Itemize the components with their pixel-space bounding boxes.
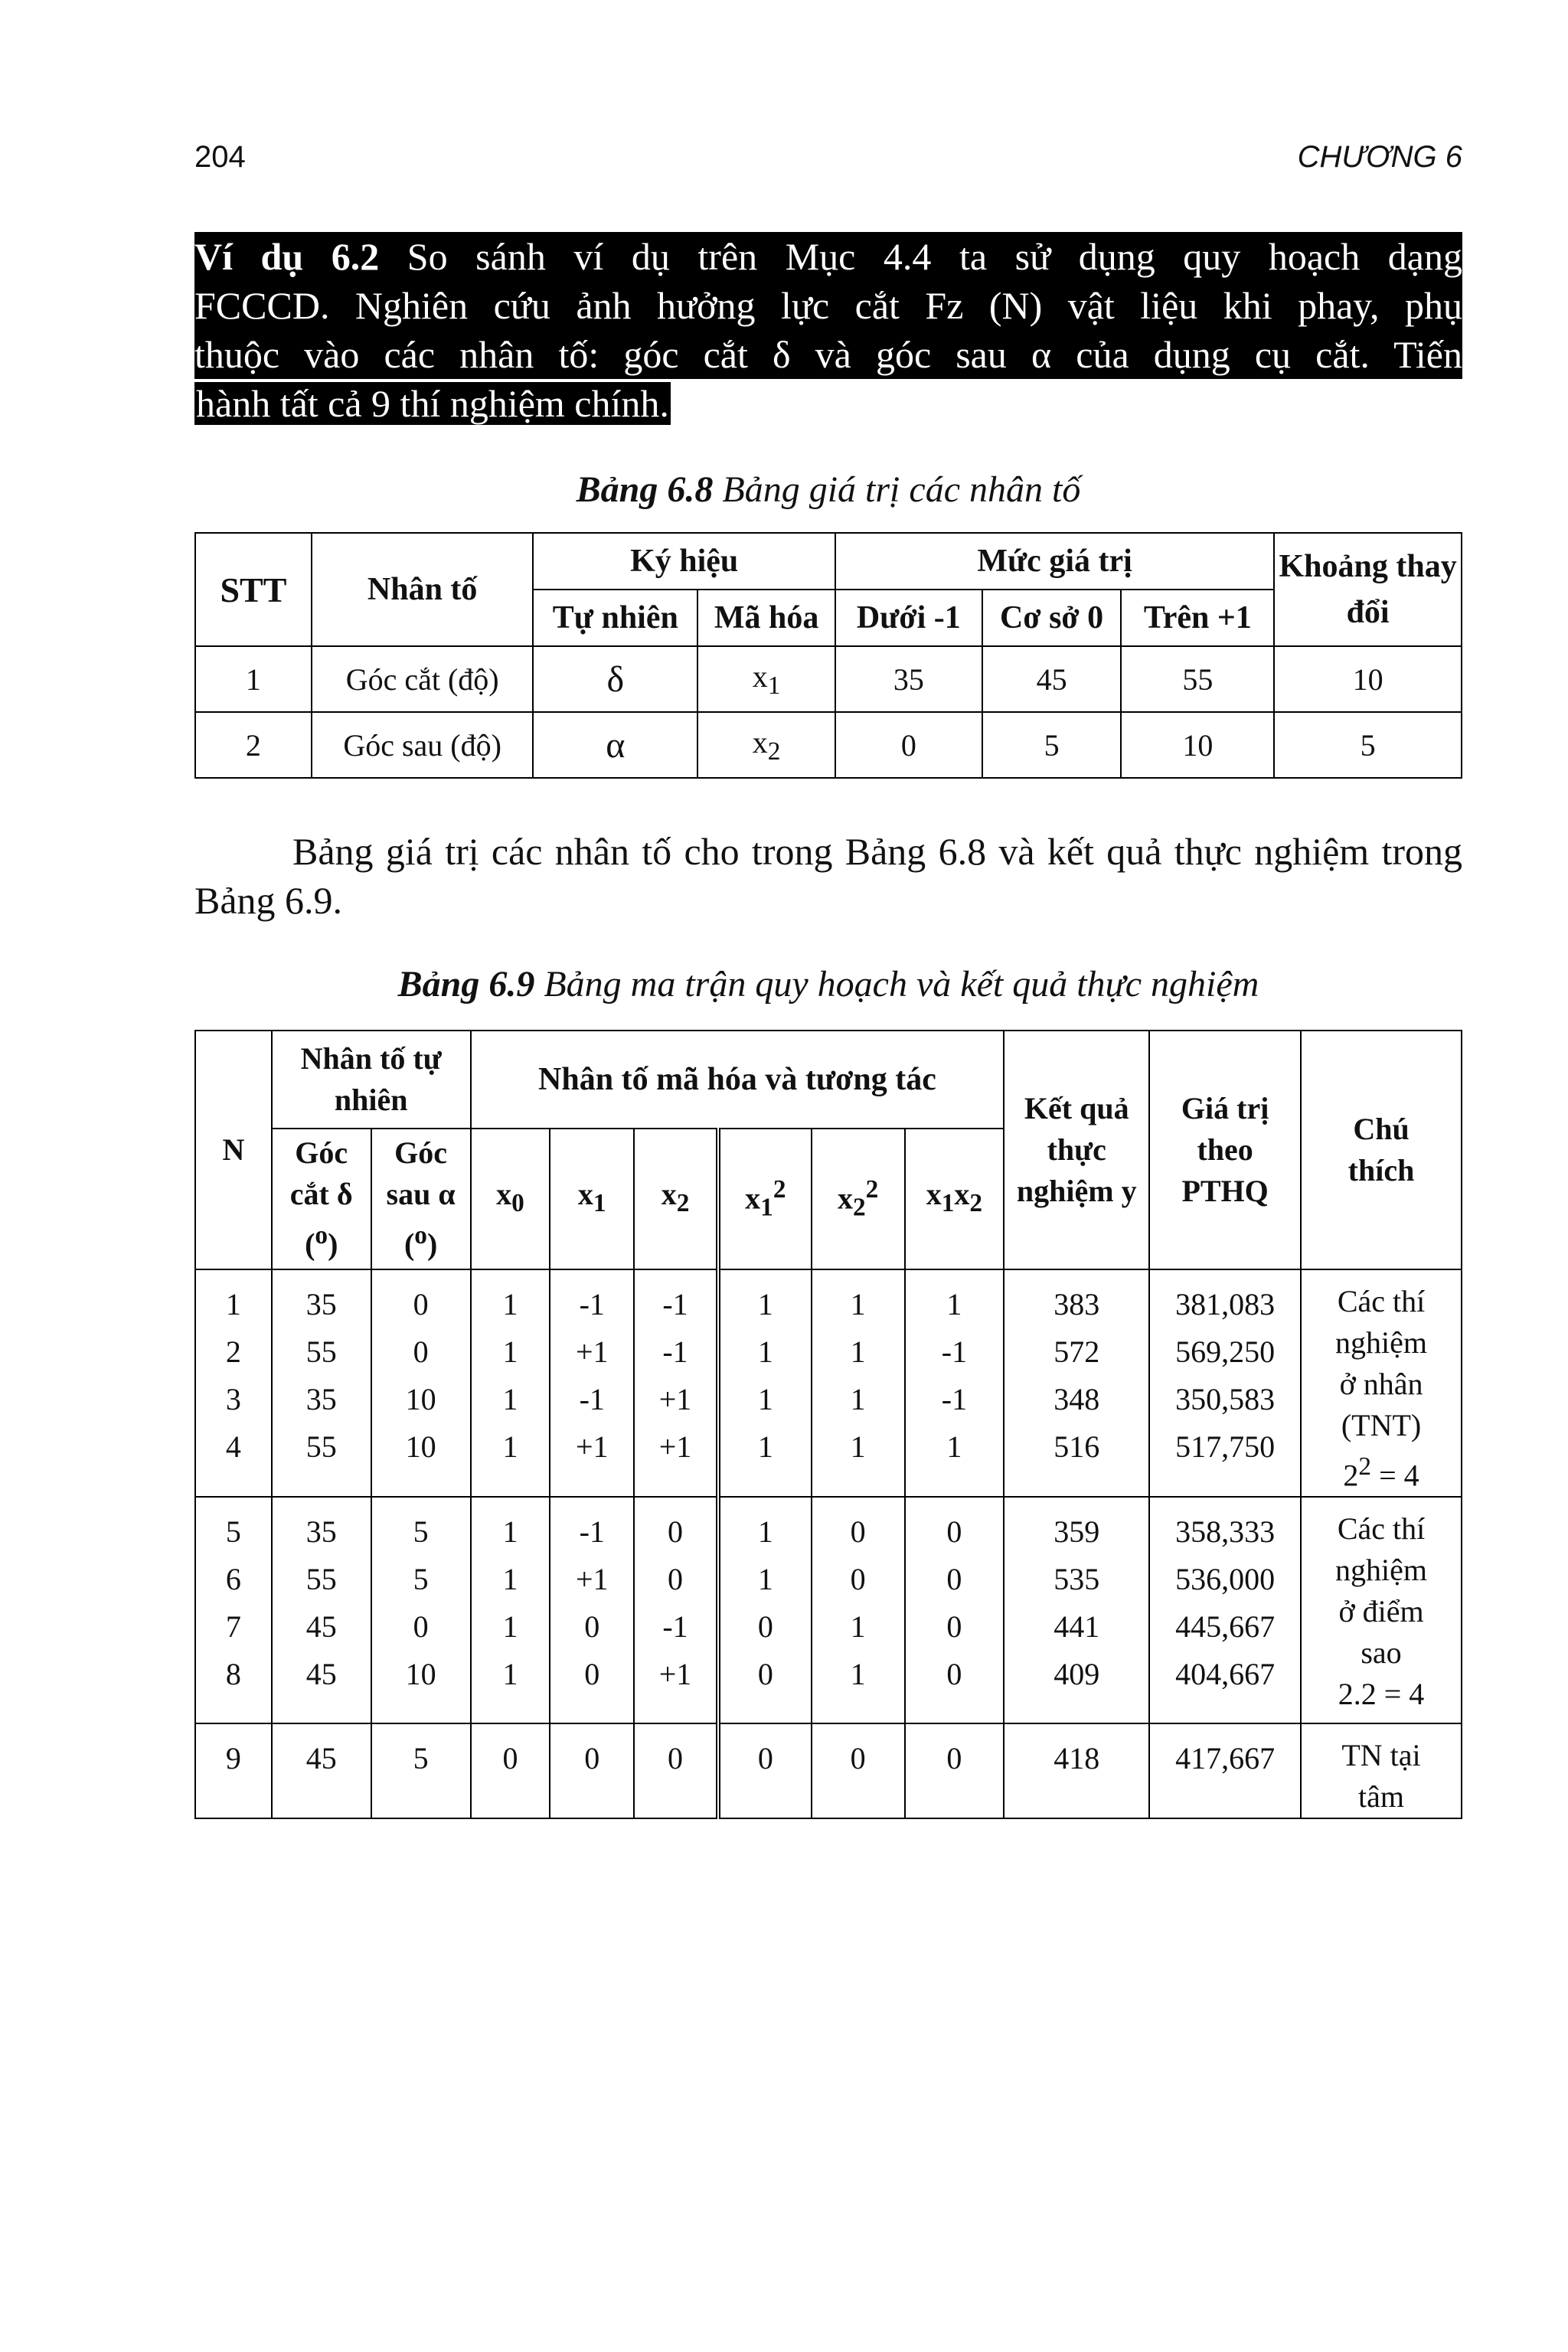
cell-factor: Góc cắt (độ) bbox=[312, 646, 534, 712]
cell-x0: 1 1 1 1 bbox=[471, 1269, 550, 1497]
header-natural: Tự nhiên bbox=[533, 590, 697, 646]
cell-b: 5 5 0 10 bbox=[371, 1497, 471, 1723]
cell-factor: Góc sau (độ) bbox=[312, 712, 534, 778]
header-factor: Nhân tố bbox=[312, 533, 534, 646]
cell-coded: $x_2$ bbox=[697, 712, 835, 778]
cell-low: 35 bbox=[835, 646, 982, 712]
cell-pthq: 358,333 536,000 445,667 404,667 bbox=[1149, 1497, 1301, 1723]
header-note: Chú thích bbox=[1301, 1031, 1462, 1269]
table-row-group bbox=[195, 1269, 1462, 1497]
cell-b: 0 0 10 10 bbox=[371, 1269, 471, 1497]
cell-y: 418 bbox=[1004, 1723, 1149, 1818]
cell-natural: δ bbox=[533, 646, 697, 712]
cell-a: 35 55 35 55 bbox=[272, 1269, 371, 1497]
cell-x2sq: 0 bbox=[812, 1723, 905, 1818]
table-row-group bbox=[195, 1723, 1462, 1818]
cell-y: 383 572 348 516 bbox=[1004, 1269, 1149, 1497]
header-pthq: Giá trị theo PTHQ bbox=[1149, 1031, 1301, 1269]
cell-x1sq: 1 1 1 1 bbox=[718, 1269, 812, 1497]
header-range: Khoảng thay đổi bbox=[1274, 533, 1462, 646]
header-symbol: Ký hiệu bbox=[533, 533, 835, 590]
cell-x2sq: 0 0 1 1 bbox=[812, 1497, 905, 1723]
example-line-3: thuộc vào các nhân tố: góc cắt δ và góc sau α của dụng cụ cắt. Tiến bbox=[194, 330, 1462, 379]
cell-x0: 1 1 1 1 bbox=[471, 1497, 550, 1723]
example-paragraph bbox=[194, 232, 1462, 428]
header-x1x2: $x_1x_2$ bbox=[905, 1129, 1004, 1269]
cell-stt: 2 bbox=[195, 712, 312, 778]
cell-high: 10 bbox=[1121, 712, 1274, 778]
cell-base: 5 bbox=[982, 712, 1122, 778]
header-x2sq: $x_2^2$ bbox=[812, 1129, 905, 1269]
header-coded-factors: Nhân tố mã hóa và tương tác bbox=[471, 1031, 1004, 1129]
header-result: Kết quả thực nghiệm y bbox=[1004, 1031, 1149, 1269]
header-x0: $x_0$ bbox=[471, 1129, 550, 1269]
cell-n: 5 6 7 8 bbox=[195, 1497, 272, 1723]
cell-note: TN tại tâm bbox=[1301, 1723, 1462, 1818]
header-clearance-angle: Góc sau α ($^o$) bbox=[371, 1129, 471, 1269]
example-line-2: FCCCD. Nghiên cứu ảnh hưởng lực cắt Fz (N) vật liệu khi phay, phụ bbox=[194, 281, 1462, 330]
cell-x1x2: 0 0 0 0 bbox=[905, 1497, 1004, 1723]
header-high: Trên +1 bbox=[1121, 590, 1274, 646]
cell-pthq: 381,083 569,250 350,583 517,750 bbox=[1149, 1269, 1301, 1497]
cell-a: 45 bbox=[272, 1723, 371, 1818]
table2-caption: Bảng 6.9 Bảng ma trận quy hoạch và kết quả thực nghiệm bbox=[397, 964, 1259, 1004]
table-row bbox=[195, 712, 1462, 778]
factor-table bbox=[194, 532, 1462, 779]
cell-base: 45 bbox=[982, 646, 1122, 712]
cell-y: 359 535 441 409 bbox=[1004, 1497, 1149, 1723]
cell-x1x2: 1 -1 -1 1 bbox=[905, 1269, 1004, 1497]
cell-x2: 0 bbox=[634, 1723, 718, 1818]
header-coded: Mã hóa bbox=[697, 590, 835, 646]
header-levels: Mức giá trị bbox=[835, 533, 1274, 590]
cell-a: 35 55 45 45 bbox=[272, 1497, 371, 1723]
cell-pthq: 417,667 bbox=[1149, 1723, 1301, 1818]
header-x1: $x_1$ bbox=[550, 1129, 634, 1269]
cell-stt: 1 bbox=[195, 646, 312, 712]
cell-x2sq: 1 1 1 1 bbox=[812, 1269, 905, 1497]
chapter-title: CHƯƠNG 6 bbox=[1297, 140, 1462, 174]
example-line-1: Ví dụ 6.2 So sánh ví dụ trên Mục 4.4 ta sử dụng quy hoạch dạng bbox=[194, 232, 1462, 281]
cell-n: 9 bbox=[195, 1723, 272, 1818]
cell-x1sq: 1 1 0 0 bbox=[718, 1497, 812, 1723]
cell-x2: -1 -1 +1 +1 bbox=[634, 1269, 718, 1497]
cell-range: 10 bbox=[1274, 646, 1462, 712]
cell-x1x2: 0 bbox=[905, 1723, 1004, 1818]
header-x1sq: $x_1^2$ bbox=[718, 1129, 812, 1269]
cell-x1: -1 +1 -1 +1 bbox=[550, 1269, 634, 1497]
header-n: N bbox=[195, 1031, 272, 1269]
cell-range: 5 bbox=[1274, 712, 1462, 778]
cell-x1sq: 0 bbox=[718, 1723, 812, 1818]
cell-b: 5 bbox=[371, 1723, 471, 1818]
cell-n: 1 2 3 4 bbox=[195, 1269, 272, 1497]
design-matrix-table bbox=[194, 1030, 1462, 1819]
cell-note: Các thí nghiệm ở điểm sao 2.2 = 4 bbox=[1301, 1497, 1462, 1723]
cell-coded: $x_1$ bbox=[697, 646, 835, 712]
cell-x2: 0 0 -1 +1 bbox=[634, 1497, 718, 1723]
body-paragraph: Bảng giá trị các nhân tố cho trong Bảng 6.8 và kết quả thực nghiệm trong Bảng 6.9. bbox=[194, 830, 1462, 922]
cell-note: Các thí nghiệm ở nhân (TNT) $2^2 = 4$ bbox=[1301, 1269, 1462, 1497]
table-row-group bbox=[195, 1497, 1462, 1723]
cell-x0: 0 bbox=[471, 1723, 550, 1818]
header-low: Dưới -1 bbox=[835, 590, 982, 646]
header-base: Cơ sở 0 bbox=[982, 590, 1122, 646]
cell-natural: α bbox=[533, 712, 697, 778]
header-cut-angle: Góc cắt δ ($^o$) bbox=[272, 1129, 371, 1269]
cell-x1: -1 +1 0 0 bbox=[550, 1497, 634, 1723]
page-number: 204 bbox=[194, 140, 246, 174]
example-line-4: hành tất cả 9 thí nghiệm chính. bbox=[196, 382, 669, 425]
header-x2: $x_2$ bbox=[634, 1129, 718, 1269]
table-row bbox=[195, 646, 1462, 712]
header-stt: STT bbox=[195, 533, 312, 646]
table1-caption: Bảng 6.8 Bảng giá trị các nhân tố bbox=[576, 469, 1081, 510]
cell-x1: 0 bbox=[550, 1723, 634, 1818]
header-natural-factors: Nhân tố tự nhiên bbox=[272, 1031, 471, 1129]
page-header bbox=[194, 140, 1462, 186]
cell-high: 55 bbox=[1121, 646, 1274, 712]
cell-low: 0 bbox=[835, 712, 982, 778]
